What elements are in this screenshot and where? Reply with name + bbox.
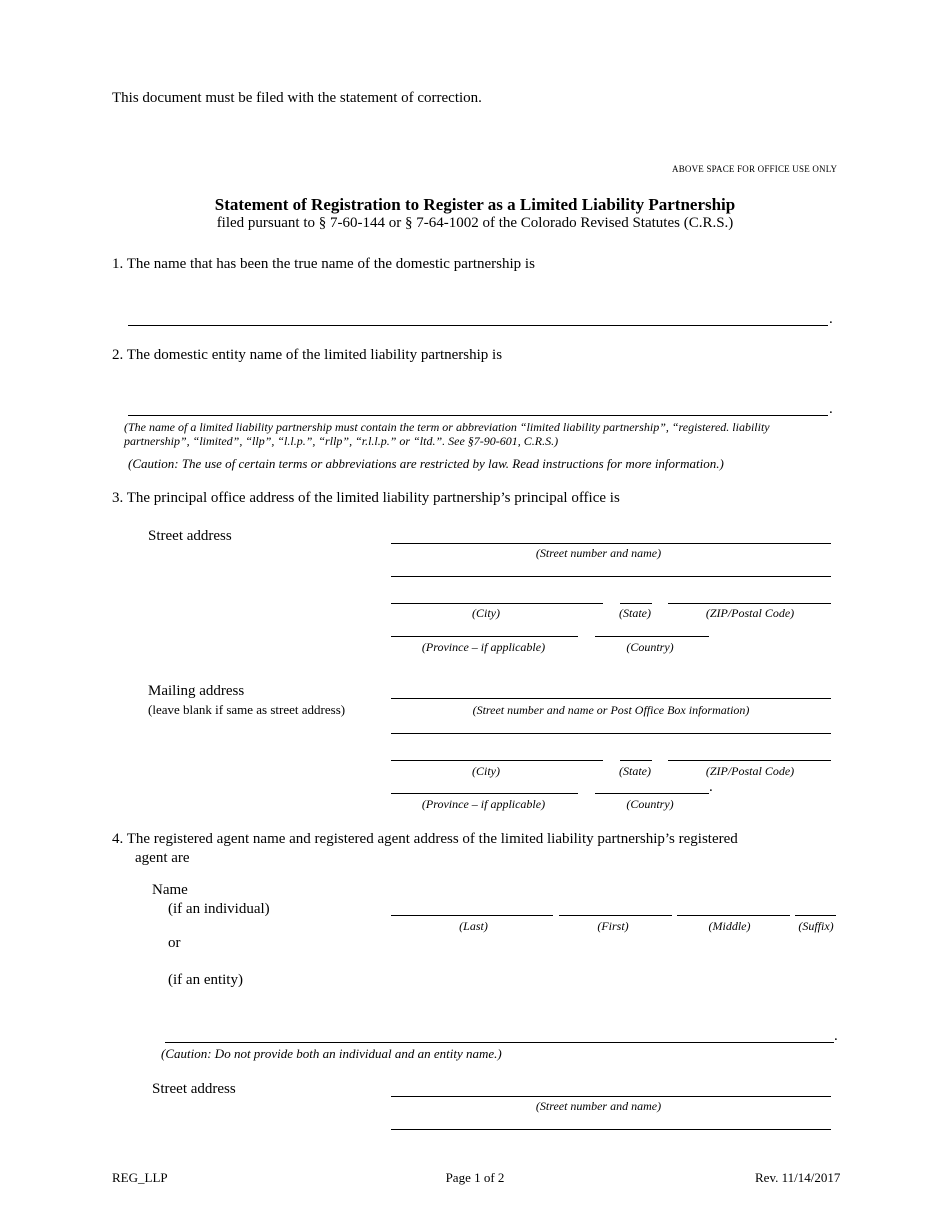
period-mark: .	[829, 311, 833, 327]
period-mark: .	[709, 779, 713, 795]
zip-field[interactable]	[668, 603, 831, 604]
mailing-zip-caption: (ZIP/Postal Code)	[705, 764, 795, 778]
agent-last-name-field[interactable]	[391, 915, 553, 916]
agent-entity-name-field[interactable]	[165, 1042, 834, 1043]
entity-name-field[interactable]	[128, 415, 828, 416]
office-use-label: ABOVE SPACE FOR OFFICE USE ONLY	[672, 164, 838, 174]
true-name-field[interactable]	[128, 325, 828, 326]
province-field[interactable]	[391, 636, 578, 637]
agent-street-caption: (Street number and name)	[535, 1099, 662, 1113]
or-label: or	[168, 935, 181, 951]
individual-label: (if an individual)	[168, 901, 270, 917]
country-caption: (Country)	[626, 640, 674, 654]
street-line-2-field[interactable]	[391, 576, 831, 577]
city-caption: (City)	[472, 606, 500, 620]
caution-label: (Caution:	[128, 456, 179, 471]
period-mark: .	[834, 1028, 838, 1044]
form-title: Statement of Registration to Register as a Limited Liability Partnership	[214, 195, 736, 214]
caution-note	[128, 456, 724, 472]
caution-text: The use of certain terms or abbreviations are restricted by law. Read instructions for more information.)	[178, 456, 724, 471]
section-4-label: 4. The registered agent name and registered agent address of the limited liability partnership’s registered	[112, 831, 738, 847]
country-field[interactable]	[595, 636, 709, 637]
section-4-label-continued: agent are	[135, 850, 190, 866]
mailing-street-line-1-field[interactable]	[391, 698, 831, 699]
street-line-1-field[interactable]	[391, 543, 831, 544]
section-1-label: 1. The name that has been the true name of the domestic partnership is	[112, 256, 535, 272]
name-requirement-note: (The name of a limited liability partnership must contain the term or abbreviation “limited liability partnership”, “registered. liability partnership”, “limited”, “llp”, “l.l.p.”, “rllp”, “r.l.l.p.” or “ltd.”. See §7-90-601, C.R.S.)	[124, 420, 770, 448]
mailing-city-caption: (City)	[472, 764, 500, 778]
filing-note: This document must be filed with the statement of correction.	[112, 90, 482, 106]
zip-caption: (ZIP/Postal Code)	[705, 606, 795, 620]
mailing-province-field[interactable]	[391, 793, 578, 794]
form-subtitle: filed pursuant to § 7-60-144 or § 7-64-1002 of the Colorado Revised Statutes (C.R.S.)	[216, 215, 734, 231]
mailing-country-caption: (Country)	[626, 797, 674, 811]
mailing-street-line-2-field[interactable]	[391, 733, 831, 734]
mailing-province-caption: (Province – if applicable)	[421, 797, 546, 811]
section-2-label: 2. The domestic entity name of the limited liability partnership is	[112, 347, 503, 363]
agent-caution-note: (Caution: Do not provide both an individual and an entity name.)	[161, 1046, 502, 1061]
mailing-zip-field[interactable]	[668, 760, 831, 761]
period-mark: .	[829, 401, 833, 417]
entity-label: (if an entity)	[168, 972, 243, 988]
agent-street-line-2-field[interactable]	[391, 1129, 831, 1130]
street-caption: (Street number and name)	[535, 546, 662, 560]
revision-date: Rev. 11/14/2017	[755, 1170, 841, 1185]
mailing-city-field[interactable]	[391, 760, 603, 761]
agent-name-label: Name	[152, 882, 188, 898]
form-id: REG_LLP	[112, 1170, 168, 1185]
middle-caption: (Middle)	[708, 919, 751, 933]
agent-street-line-1-field[interactable]	[391, 1096, 831, 1097]
mailing-state-caption: (State)	[619, 764, 651, 778]
mailing-state-field[interactable]	[620, 760, 652, 761]
street-address-label: Street address	[148, 528, 232, 544]
province-caption: (Province – if applicable)	[421, 640, 546, 654]
last-caption: (Last)	[459, 919, 488, 933]
agent-middle-name-field[interactable]	[677, 915, 790, 916]
first-caption: (First)	[597, 919, 629, 933]
page-number: Page 1 of 2	[445, 1170, 505, 1185]
mailing-address-label: Mailing address	[148, 683, 245, 699]
city-field[interactable]	[391, 603, 603, 604]
section-3-label: 3. The principal office address of the limited liability partnership’s principal office is	[112, 490, 620, 506]
mailing-country-field[interactable]	[595, 793, 709, 794]
mailing-street-caption: (Street number and name or Post Office Box information)	[472, 703, 750, 717]
mailing-address-sublabel: (leave blank if same as street address)	[148, 702, 346, 717]
agent-first-name-field[interactable]	[559, 915, 672, 916]
agent-suffix-field[interactable]	[795, 915, 836, 916]
state-caption: (State)	[619, 606, 651, 620]
suffix-caption: (Suffix)	[798, 919, 834, 933]
agent-street-address-label: Street address	[152, 1081, 236, 1097]
state-field[interactable]	[620, 603, 652, 604]
